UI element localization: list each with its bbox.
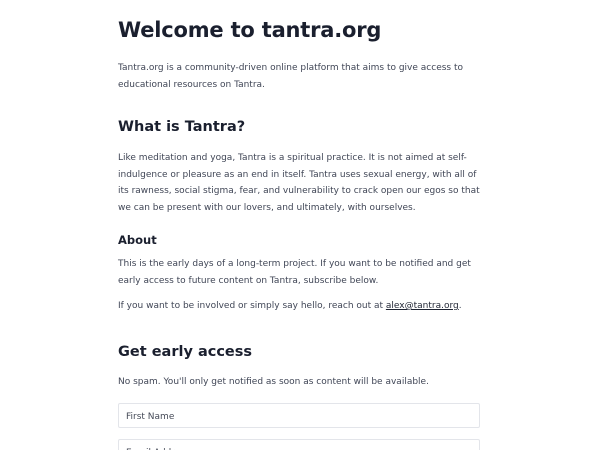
what-is-tantra-paragraph: Like meditation and yoga, Tantra is a spiritual practice. It is not aimed at self-indulgence or pleasure as an end in itself. Tantra uses sexual energy, with all of its rawness, social stigma, fear, and vulnerability to crack open our egos so that we can be present with our lovers, and ultimately, with ourselves.: [118, 153, 480, 213]
email-address-field[interactable]: [118, 439, 480, 450]
no-spam-note: No spam. You'll only get notified as soon as content will be available.: [118, 377, 429, 387]
first-name-field[interactable]: [118, 403, 480, 428]
get-early-access-heading: Get early access: [118, 344, 253, 360]
contact-paragraph: [118, 298, 484, 315]
contact-email-link[interactable]: alex@tantra.org: [385, 301, 459, 311]
intro-paragraph: Tantra.org is a community-driven online platform that aims to give access to educational resources on Tantra.: [118, 63, 464, 90]
what-is-tantra-heading: What is Tantra?: [118, 119, 246, 135]
contact-suffix-text: .: [458, 301, 462, 311]
contact-prefix-text: If you want to be involved or simply say hello, reach out at: [118, 301, 386, 311]
page-title: Welcome to tantra.org: [118, 18, 382, 42]
email-address-input[interactable]: [119, 442, 479, 450]
about-paragraph: This is the early days of a long-term project. If you want to be notified and get early access to future content on Tantra, subscribe below.: [118, 259, 471, 286]
about-heading: About: [118, 233, 157, 247]
first-name-input[interactable]: [119, 406, 479, 429]
